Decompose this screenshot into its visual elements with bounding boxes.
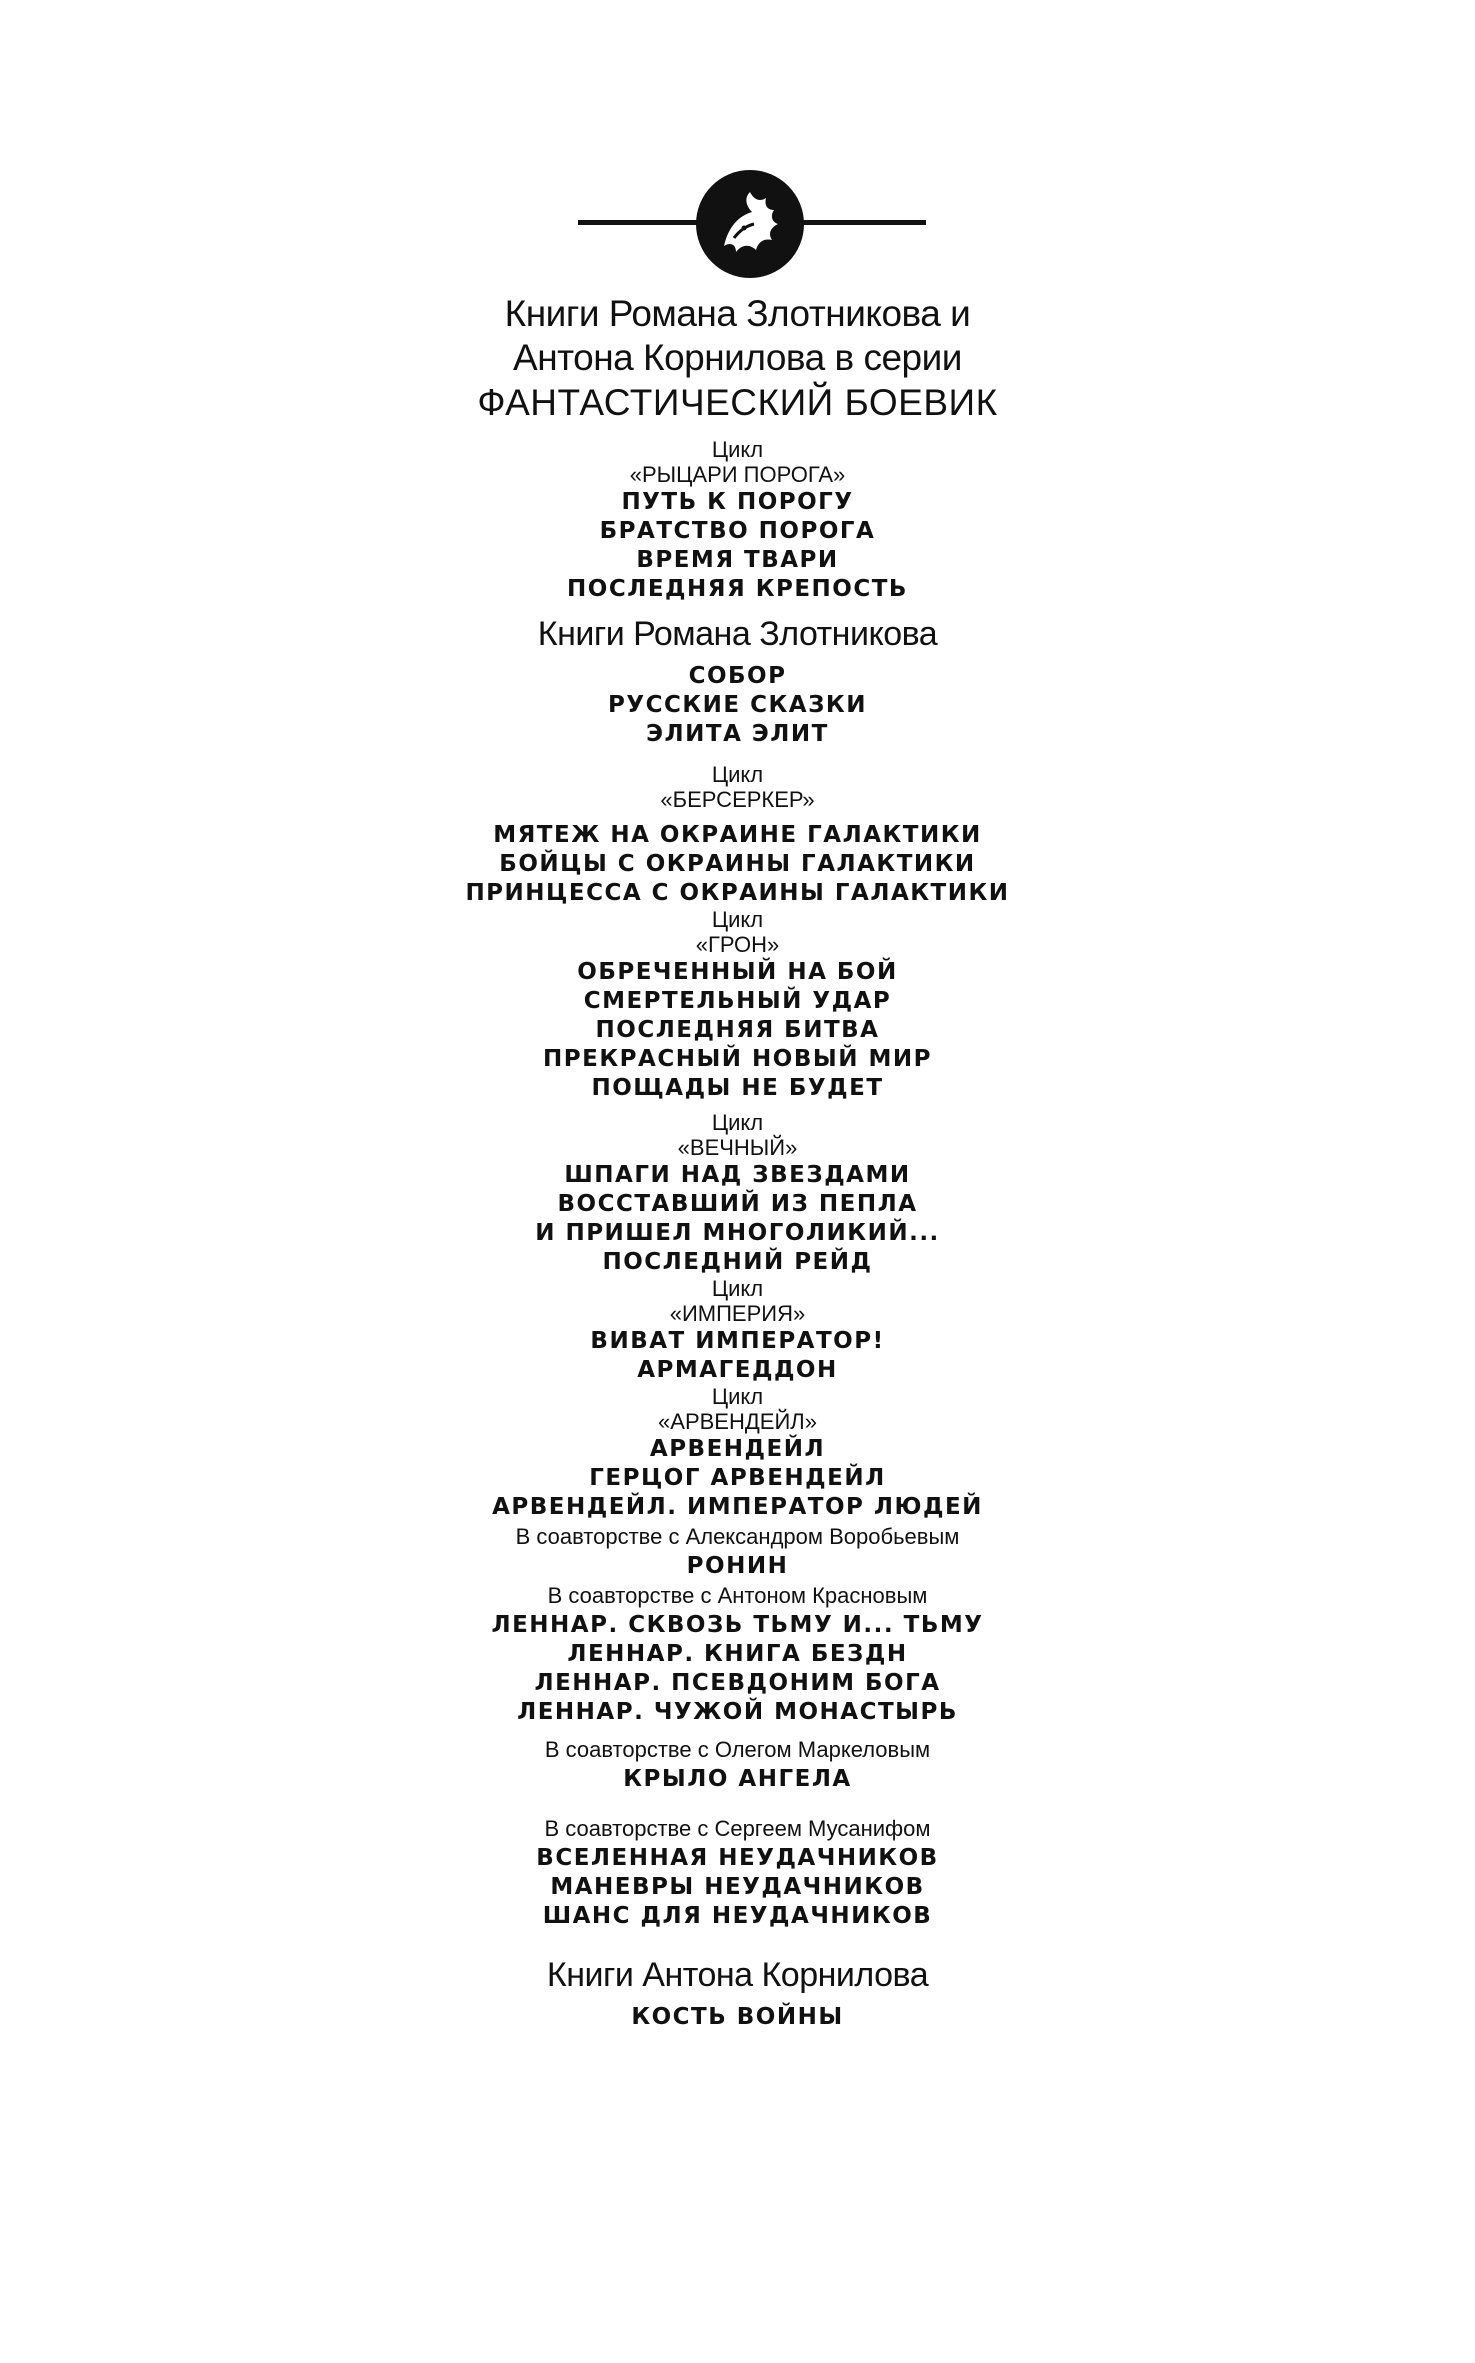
cycle-berserker xyxy=(0,763,1475,908)
book-title: И ПРИШЕЛ МНОГОЛИКИЙ... xyxy=(535,1220,940,1246)
author-heading-zlotnikov: Книги Романа Злотникова xyxy=(537,615,938,653)
book-title: ПРЕКРАСНЫЙ НОВЫЙ МИР xyxy=(543,1046,932,1072)
cycle-name: «АРВЕНДЕЙЛ» xyxy=(658,1409,817,1434)
book-title: КОСТЬ ВОЙНЫ xyxy=(631,2004,844,2030)
cycle-empire xyxy=(0,1277,1475,1385)
cycle-name: «ИМПЕРИЯ» xyxy=(669,1301,806,1326)
coauthor-krasnov xyxy=(0,1581,1475,1727)
cycle-name: «ГРОН» xyxy=(695,932,780,957)
book-title: КРЫЛО АНГЕЛА xyxy=(623,1766,852,1792)
book-title: ЛЕННАР. КНИГА БЕЗДН xyxy=(567,1641,908,1667)
book-title: СМЕРТЕЛЬНЫЙ УДАР xyxy=(583,988,892,1014)
cycle-label: Цикл xyxy=(711,1276,764,1301)
book-title: ГЕРЦОГ АРВЕНДЕЙЛ xyxy=(589,1465,886,1491)
author-heading-kornilov: Книги Антона Корнилова xyxy=(546,1956,929,1994)
book-title: ПРИНЦЕССА С ОКРАИНЫ ГАЛАКТИКИ xyxy=(465,880,1010,906)
book-title: АРВЕНДЕЙЛ xyxy=(649,1436,826,1462)
coauthor-label: В соавторстве с Александром Воробьевым xyxy=(515,1524,960,1549)
coauthor-label: В соавторстве с Олегом Маркеловым xyxy=(544,1737,931,1762)
book-title: БОЙЦЫ С ОКРАИНЫ ГАЛАКТИКИ xyxy=(499,851,976,877)
coauthor-vorobyev xyxy=(0,1522,1475,1581)
cycle-gron xyxy=(0,908,1475,1103)
cycle-label: Цикл xyxy=(711,907,764,932)
book-title: МАНЕВРЫ НЕУДАЧНИКОВ xyxy=(550,1874,925,1900)
book-title: ПОСЛЕДНЯЯ КРЕПОСТЬ xyxy=(567,576,908,602)
cycle-label: Цикл xyxy=(711,1384,764,1409)
book-title: АРМАГЕДДОН xyxy=(637,1357,838,1383)
coauthor-markelov xyxy=(0,1735,1475,1794)
book-title: ШАНС ДЛЯ НЕУДАЧНИКОВ xyxy=(542,1903,933,1929)
book-title: ЭЛИТА ЭЛИТ xyxy=(646,721,829,747)
book-title: ВРЕМЯ ТВАРИ xyxy=(636,547,839,573)
book-title: РОНИН xyxy=(686,1553,789,1579)
book-title: ВИВАТ ИМПЕРАТОР! xyxy=(590,1328,885,1354)
book-title: МЯТЕЖ НА ОКРАИНЕ ГАЛАКТИКИ xyxy=(493,822,982,848)
books-zlotnikov xyxy=(0,662,1475,749)
dragon-logo-icon xyxy=(694,168,806,280)
book-title: ШПАГИ НАД ЗВЕЗДАМИ xyxy=(564,1162,911,1188)
cycle-label: Цикл xyxy=(711,762,764,787)
book-title: АРВЕНДЕЙЛ. ИМПЕРАТОР ЛЮДЕЙ xyxy=(492,1494,983,1520)
cycle-eternal xyxy=(0,1111,1475,1277)
page-title-line-1: Книги Романа Злотникова и xyxy=(504,293,971,334)
coauthor-label: В соавторстве с Сергеем Мусанифом xyxy=(544,1816,931,1841)
cycle-name: «РЫЦАРИ ПОРОГА» xyxy=(629,462,846,487)
book-title: БРАТСТВО ПОРОГА xyxy=(599,518,876,544)
book-title: ОБРЕЧЕННЫЙ НА БОЙ xyxy=(577,959,898,985)
cycle-name: «БЕРСЕРКЕР» xyxy=(660,787,815,812)
cycle-arvendale xyxy=(0,1385,1475,1522)
page-title-line-2: Антона Корнилова в серии xyxy=(513,337,962,378)
book-title: ПОСЛЕДНЯЯ БИТВА xyxy=(595,1017,880,1043)
book-title: СОБОР xyxy=(688,663,787,689)
series-name: ФАНТАСТИЧЕСКИЙ БОЕВИК xyxy=(477,382,998,423)
book-title: ЛЕННАР. ЧУЖОЙ МОНАСТЫРЬ xyxy=(517,1699,958,1725)
cycle-label: Цикл xyxy=(711,1110,764,1135)
book-title: ПОСЛЕДНИЙ РЕЙД xyxy=(602,1249,873,1275)
book-list xyxy=(0,292,1475,2032)
book-title: ПУТЬ К ПОРОГУ xyxy=(621,489,854,515)
book-title: РУССКИЕ СКАЗКИ xyxy=(608,692,867,718)
book-title: ВСЕЛЕННАЯ НЕУДАЧНИКОВ xyxy=(536,1845,939,1871)
cycle-label: Цикл xyxy=(711,437,764,462)
cycle-name: «ВЕЧНЫЙ» xyxy=(677,1135,798,1160)
coauthor-label: В соавторстве с Антоном Красновым xyxy=(547,1583,928,1608)
books-kornilov xyxy=(0,2003,1475,2032)
book-title: ЛЕННАР. СКВОЗЬ ТЬМУ И... ТЬМУ xyxy=(491,1612,984,1638)
cycle-knights xyxy=(0,438,1475,604)
coauthor-musanif xyxy=(0,1814,1475,1931)
book-title: ЛЕННАР. ПСЕВДОНИМ БОГА xyxy=(534,1670,941,1696)
book-title: ПОЩАДЫ НЕ БУДЕТ xyxy=(591,1075,884,1101)
book-title: ВОССТАВШИЙ ИЗ ПЕПЛА xyxy=(557,1191,918,1217)
